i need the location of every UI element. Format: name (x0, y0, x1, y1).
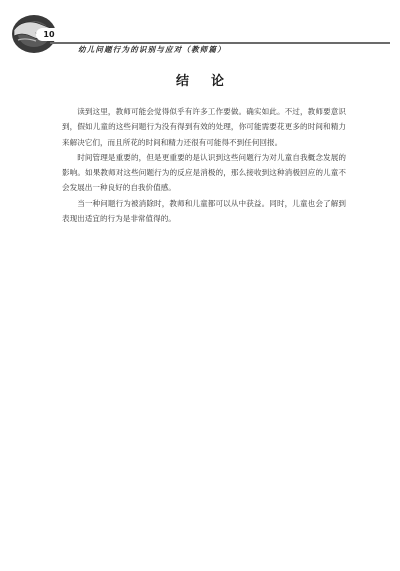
paragraph: 时间管理是重要的，但是更重要的是认识到这些问题行为对儿童自我概念发展的影响。如果教师对这些问题行为的反应是消极的，那么接收到这种消极回应的儿童不会发展出一种良好的自我价值感。 (62, 152, 346, 193)
running-title: 幼儿问题行为的识别与应对（教师篇） (78, 45, 226, 54)
page-number: 10 (36, 28, 62, 41)
paragraph: 当一种问题行为被消除时，教师和儿童都可以从中获益。同时，儿童也会了解到表现出适宜的行为是非常值得的。 (62, 198, 346, 224)
page-header (0, 0, 400, 60)
section-title: 结论 (175, 74, 246, 89)
body-text (62, 104, 346, 226)
paragraph: 读到这里，教师可能会觉得似乎有许多工作要做。确实如此。不过，教师要意识到，假如儿童的这些问题行为没有得到有效的处理，你可能需要花更多的时间和精力来解决它们，而且所花的时间和精力还很有可能得不到任何回报。 (62, 107, 346, 147)
